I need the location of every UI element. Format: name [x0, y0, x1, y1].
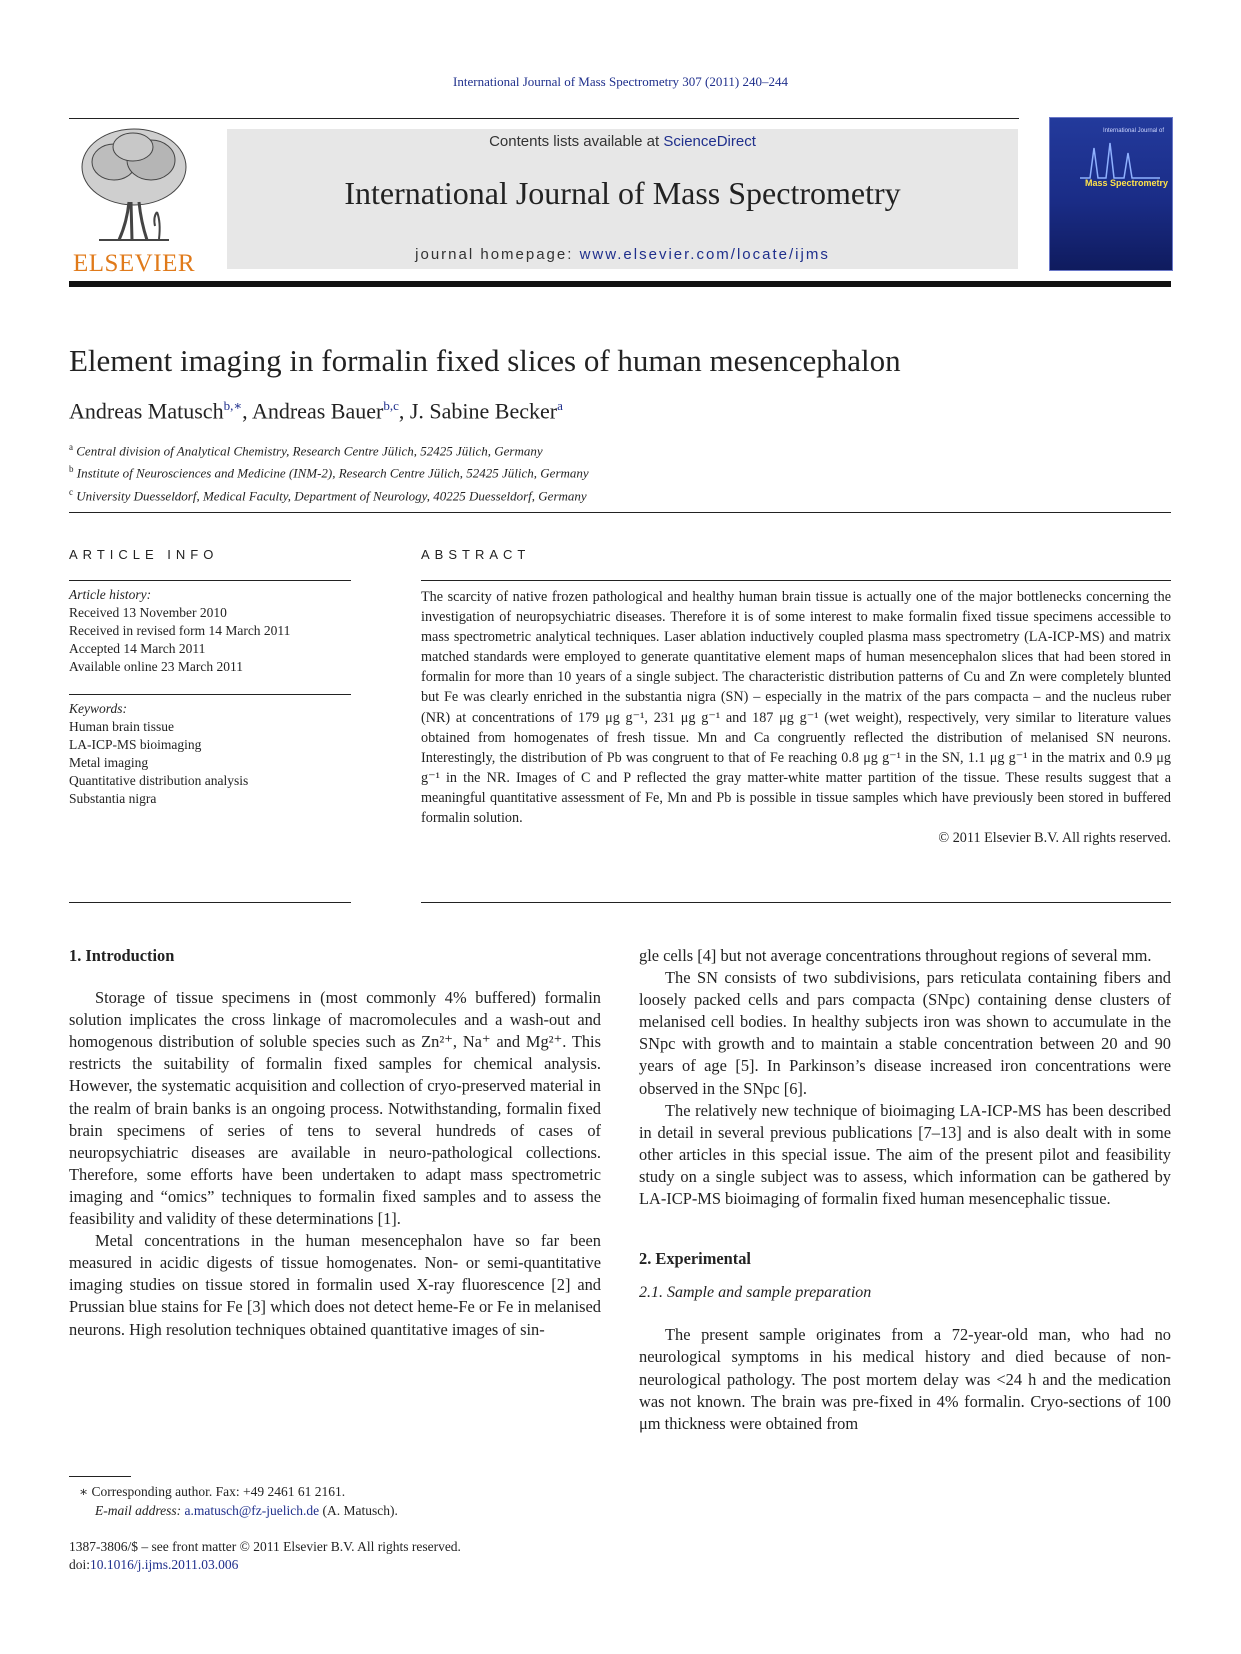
- author-marker[interactable]: b,c: [383, 398, 399, 413]
- author-sep: ,: [398, 398, 410, 424]
- history-item: Accepted 14 March 2011: [69, 641, 206, 656]
- keywords: [69, 700, 248, 808]
- divider: [69, 694, 351, 695]
- cover-label: Mass Spectrometry: [1084, 178, 1168, 188]
- intro-heading: 1. Introduction: [69, 946, 175, 965]
- history-label: Article history:: [69, 587, 152, 602]
- copyright: © 2011 Elsevier B.V. All rights reserved.: [938, 830, 1171, 847]
- paragraph: The relatively new technique of bioimaging LA-ICP-MS has been described in detail in several previous publications [7–13] and is also dealt with in some other articles in this special issue. The aim of the present pilot and feasibility study on a single subject was to assess, which information can be gathered by LA-ICP-MS bioimaging of formalin fixed human mesencephalic tissue.: [639, 1100, 1171, 1209]
- journal-citation: International Journal of Mass Spectrometry 307 (2011) 240–244: [453, 74, 788, 89]
- spectrum-icon: [1080, 138, 1160, 183]
- contents-prefix: Contents lists available at: [489, 133, 664, 150]
- contents-line: [227, 133, 1018, 150]
- paragraph: The SN consists of two subdivisions, pars reticulata containing fibers and loosely packed cells and pars compacta (SNpc) containing dense clusters of melanised cell bodies. In healthy subjects iron was shown to accumulate in the SNpc with growth and to maintain a stable concentration between 20 and 90 years of age [5]. In Parkinson’s disease increased iron concentrations were observed in the SNpc [6].: [639, 968, 1171, 1098]
- author-list: [69, 398, 563, 424]
- divider: [69, 580, 351, 581]
- keyword: Substantia nigra: [69, 791, 157, 806]
- article-info-heading: ARTICLE INFO: [69, 547, 219, 562]
- history-item: Available online 23 March 2011: [69, 659, 243, 674]
- paragraph: Storage of tissue specimens in (most commonly 4% buffered) formalin solution implicates the cross linkage of macromolecules and a wash-out and homogenous distribution of soluble species such as Zn²⁺, Na⁺ and Mg²⁺. This restricts the suitability of formalin fixed samples for chemical analysis. However, the systematic acquisition and collection of cryo-preserved material in the realm of brain banks is an ongoing process. Notwithstanding, formalin fixed brain specimens of series of tens to several hundreds of cases of neuropsychiatric diseases are available in neuro-pathological collections. Therefore, some efforts have been undertaken to adapt mass spectrometric imaging and “omics” techniques to formalin fixed samples and to assess the feasibility and validity of these determinations [1].: [69, 988, 601, 1229]
- divider: [69, 902, 351, 903]
- author-marker[interactable]: a: [557, 398, 563, 413]
- abstract-body: [421, 587, 1171, 848]
- journal-masthead: [227, 129, 1018, 269]
- doi-line: doi:10.1016/j.ijms.2011.03.006: [69, 1557, 239, 1572]
- publisher-wordmark: ELSEVIER: [72, 250, 196, 277]
- paragraph: Metal concentrations in the human mesencephalon have so far been measured in acidic digests of tissue homogenates. Non- or semi-quantitative imaging studies on tissue stored in formalin used X-ray fluorescence [2] and Prussian blue stains for Fe [3] which does not detect heme-Fe or Fe in melanised neurons. High resolution techniques obtained quantitative images of sin-: [69, 1231, 601, 1339]
- keywords-label: Keywords:: [69, 701, 127, 716]
- email-line: E-mail address: a.matusch@fz-juelich.de (A. Matusch).: [95, 1503, 398, 1518]
- affiliation: $^b$ Institute of Neurosciences and Medicine (INM-2), Research Centre Jülich, 52425 Jülich, Germany: [69, 464, 589, 481]
- author-marker[interactable]: b,∗: [223, 398, 243, 413]
- abstract-text: The scarcity of native frozen pathological and healthy human brain tissue is actually one of the major bottlenecks concerning the investigation of neuropsychiatric diseases. Therefore it is of some interest to make formalin fixed tissue specimens accessible to mass spectrometric analytical techniques. Laser ablation inductively coupled plasma mass spectrometry (LA-ICP-MS) and matrix matched standards were employed to generate quantitative element maps of human mesencephalon slices that had been stored in formalin for more than 10 years of a single subject. The characteristic distribution patterns of Cu and Zn were completely blunted but Fe was clearly enriched in the substantia nigra (SN) – especially in the matrix of the pars compacta – and the nucleus ruber (NR) at concentrations of 179 μg g⁻¹, 231 μg g⁻¹ and 187 μg g⁻¹ (wet weight), respectively, very similar to literature values obtained from homogenates of fresh tissue. Mn and Ca congruently reflected the distribution of melanised SN neurons. Interestingly, the distribution of Pb was congruent to that of Fe reaching 0.8 μg g⁻¹ in the SN, 1.1 μg g⁻¹ in the matrix and 0.9 μg g⁻¹ in the NR. Images of C and P reflected the gray matter-white matter partition of the tissue. These results suggest that a meaningful quantitative assessment of Fe, Mn and Pb is possible in tissue samples which have previously been stored in buffered formalin solution.: [421, 589, 1171, 827]
- author-sep: ,: [242, 398, 252, 424]
- footnote-rule: [69, 1476, 131, 1477]
- homepage-link[interactable]: www.elsevier.com/locate/ijms: [579, 246, 830, 263]
- tree-icon: [69, 122, 199, 247]
- footnote: [69, 1482, 398, 1520]
- keyword: Metal imaging: [69, 755, 149, 770]
- affiliation: $^a$ Central division of Analytical Chemistry, Research Centre Jülich, 52425 Jülich, Germany: [69, 442, 543, 459]
- sciencedirect-link[interactable]: ScienceDirect: [663, 133, 756, 150]
- keyword: Quantitative distribution analysis: [69, 773, 249, 788]
- email-link[interactable]: a.matusch@fz-juelich.de: [184, 1503, 320, 1518]
- front-matter: [69, 1538, 461, 1574]
- issn-line: 1387-3806/$ – see front matter © 2011 Elsevier B.V. All rights reserved.: [69, 1539, 461, 1554]
- keyword: LA-ICP-MS bioimaging: [69, 737, 202, 752]
- author-name: Andreas Bauer: [251, 398, 384, 424]
- divider: [421, 580, 1171, 581]
- author-name: Andreas Matusch: [69, 398, 224, 424]
- header-rule: [69, 118, 1019, 119]
- body-column-left: [69, 945, 601, 1341]
- journal-title: International Journal of Mass Spectrometry: [344, 175, 901, 211]
- experimental-heading: 2. Experimental: [639, 1249, 751, 1269]
- corresponding-author: ∗ Corresponding author. Fax: +49 2461 61 2161.: [79, 1484, 346, 1499]
- history-item: Received in revised form 14 March 2011: [69, 623, 291, 638]
- cover-small-text: International Journal of: [1102, 128, 1164, 134]
- article-title: Element imaging in formalin fixed slices of human mesencephalon: [69, 343, 901, 378]
- subsection-heading: 2.1. Sample and sample preparation: [639, 1284, 872, 1302]
- history-item: Received 13 November 2010: [69, 605, 227, 620]
- homepage-line: [227, 246, 1018, 263]
- keyword: Human brain tissue: [69, 719, 174, 734]
- author-name: J. Sabine Becker: [409, 398, 558, 424]
- paragraph: The present sample originates from a 72-year-old man, who had no neurological symptoms in his medical history and died because of non-neurological pathology. The post mortem delay was <24 h and the medication was not known. The brain was pre-fixed in 4% formalin. Cryo-sections of 100 μm thickness were obtained from: [639, 1325, 1171, 1433]
- doi-link[interactable]: 10.1016/j.ijms.2011.03.006: [90, 1557, 239, 1572]
- article-history: [69, 586, 290, 676]
- affiliations: [69, 438, 589, 505]
- homepage-prefix: journal homepage:: [415, 246, 580, 263]
- abstract-heading: ABSTRACT: [421, 547, 531, 562]
- elsevier-logo: [69, 122, 199, 277]
- divider: [421, 902, 1171, 903]
- masthead-rule: [69, 281, 1171, 287]
- body-column-right: [639, 945, 1171, 1435]
- paragraph: gle cells [4] but not average concentrations throughout regions of several mm.: [639, 946, 1152, 965]
- journal-cover: [1049, 117, 1173, 271]
- affiliation: $^c$ University Duesseldorf, Medical Faculty, Department of Neurology, 40225 Duesseldorf, Germany: [69, 486, 587, 503]
- section-rule: [69, 512, 1171, 513]
